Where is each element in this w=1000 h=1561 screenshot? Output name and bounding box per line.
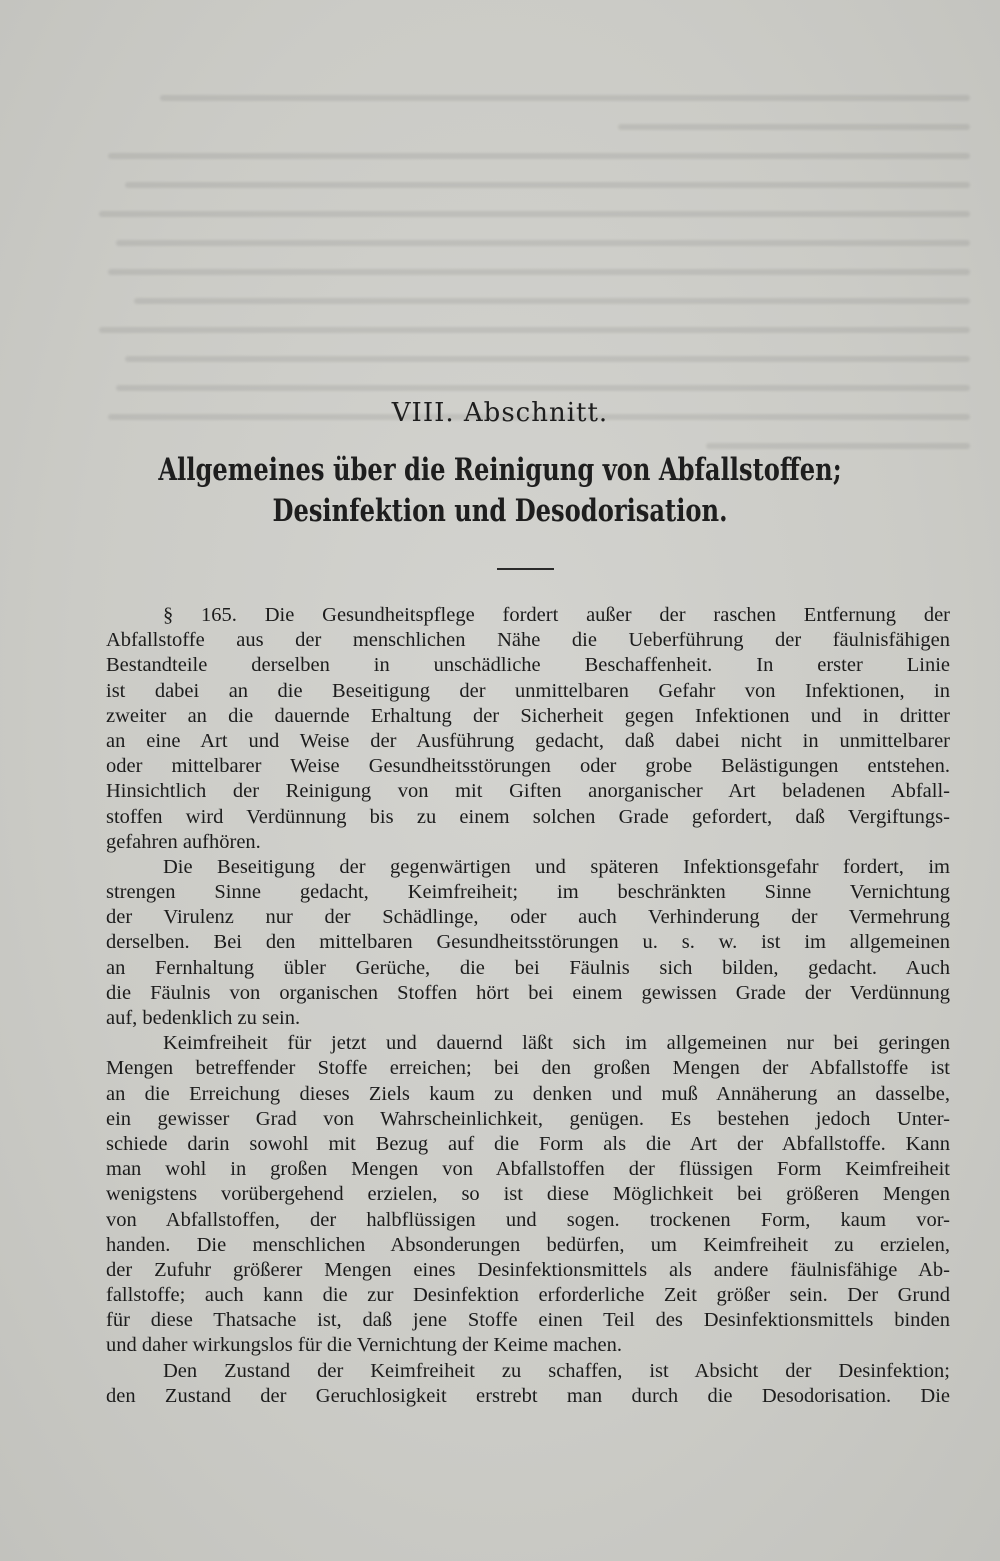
chapter-title-line-1: Allgemeines über die Reinigung von Abfallstoffen; xyxy=(158,452,842,488)
text-line: schiede darin sowohl mit Bezug auf die Form als die Art der Abfallstoffe. Kann xyxy=(106,1132,950,1155)
text-line: Den Zustand der Keimfreiheit zu schaffen, ist Absicht der Desinfektion; xyxy=(163,1359,950,1382)
text-line: gefahren aufhören. xyxy=(106,830,261,853)
text-line: die Fäulnis von organischen Stoffen hört bei einem gewissen Grade der Verdünnung xyxy=(106,981,950,1004)
text-line: den Zustand der Geruchlosigkeit erstrebt man durch die Desodorisation. Die xyxy=(106,1384,950,1407)
text-line: der Virulenz nur der Schädlinge, oder auch Verhinderung der Vermehrung xyxy=(106,906,950,929)
text-line: auf, bedenklich zu sein. xyxy=(106,1007,301,1029)
text-line: und daher wirkungslos für die Vernichtung der Keime machen. xyxy=(106,1334,622,1357)
text-line: an eine Art und Weise der Ausführung gedacht, daß dabei nicht in unmittelbarer xyxy=(106,729,950,752)
text-line: stoffen wird Verdünnung bis zu einem solchen Grade gefordert, daß Vergiftungs- xyxy=(106,805,950,828)
title-divider xyxy=(497,568,554,570)
body-text xyxy=(0,603,1000,1409)
text-line: von Abfallstoffen, der halbflüssigen und sogen. trockenen Form, kaum vor- xyxy=(106,1208,950,1231)
text-line: derselben. Bei den mittelbaren Gesundheitsstörungen u. s. w. ist im allgemeinen xyxy=(106,931,950,954)
text-line: handen. Die menschlichen Absonderungen bedürfen, um Keimfreiheit zu erzielen, xyxy=(106,1233,950,1256)
text-line: Die Beseitigung der gegenwärtigen und späteren Infektionsgefahr fordert, im xyxy=(163,855,950,878)
text-line: Hinsichtlich der Reinigung von mit Giften anorganischer Art beladenen Abfall- xyxy=(106,780,950,803)
text-line: an Fernhaltung übler Gerüche, die bei Fäulnis sich bilden, gedacht. Auch xyxy=(106,956,950,979)
text-line: fallstoffe; auch kann die zur Desinfektion erforderliche Zeit größer sein. Der Grund xyxy=(106,1284,950,1307)
text-line: ein gewisser Grad von Wahrscheinlichkeit, genügen. Es bestehen jedoch Unter- xyxy=(106,1107,950,1130)
text-line: wenigstens vorübergehend erzielen, so ist diese Möglichkeit bei größeren Mengen xyxy=(106,1183,950,1206)
text-line: an die Erreichung dieses Ziels kaum zu denken und muß Annäherung an dasselbe, xyxy=(106,1082,950,1105)
text-line: strengen Sinne gedacht, Keimfreiheit; im beschränkten Sinne Vernichtung xyxy=(106,881,950,904)
text-line: Bestandteile derselben in unschädliche Beschaffenheit. In erster Linie xyxy=(106,654,950,677)
section-heading: VIII. Abschnitt. xyxy=(391,398,609,428)
text-line: Abfallstoffe aus der menschlichen Nähe die Ueberführung der fäulnisfähigen xyxy=(106,629,950,652)
text-line: ist dabei an die Beseitigung der unmittelbaren Gefahr von Infektionen, in xyxy=(106,679,950,702)
chapter-title-line-2: Desinfektion und Desodorisation. xyxy=(272,493,728,529)
text-line: Keimfreiheit für jetzt und dauernd läßt sich im allgemeinen nur bei geringen xyxy=(163,1032,950,1055)
text-line: § 165. Die Gesundheitspflege fordert außer der raschen Entfernung der xyxy=(163,604,950,626)
text-line: Mengen betreffender Stoffe erreichen; bei den großen Mengen der Abfallstoffe ist xyxy=(106,1057,950,1080)
text-line: man wohl in großen Mengen von Abfallstoffen der flüssigen Form Keimfreiheit xyxy=(106,1158,950,1181)
text-line: für diese Thatsache ist, daß jene Stoffe einen Teil des Desinfektionsmittels binden xyxy=(106,1309,950,1332)
text-line: oder mittelbarer Weise Gesundheitsstörungen oder grobe Belästigungen entstehen. xyxy=(106,755,950,778)
text-line: zweiter an die dauernde Erhaltung der Sicherheit gegen Infektionen und in dritter xyxy=(106,704,950,727)
text-line: der Zufuhr größerer Mengen eines Desinfektionsmittels als andere fäulnisfähige Ab- xyxy=(106,1258,950,1281)
